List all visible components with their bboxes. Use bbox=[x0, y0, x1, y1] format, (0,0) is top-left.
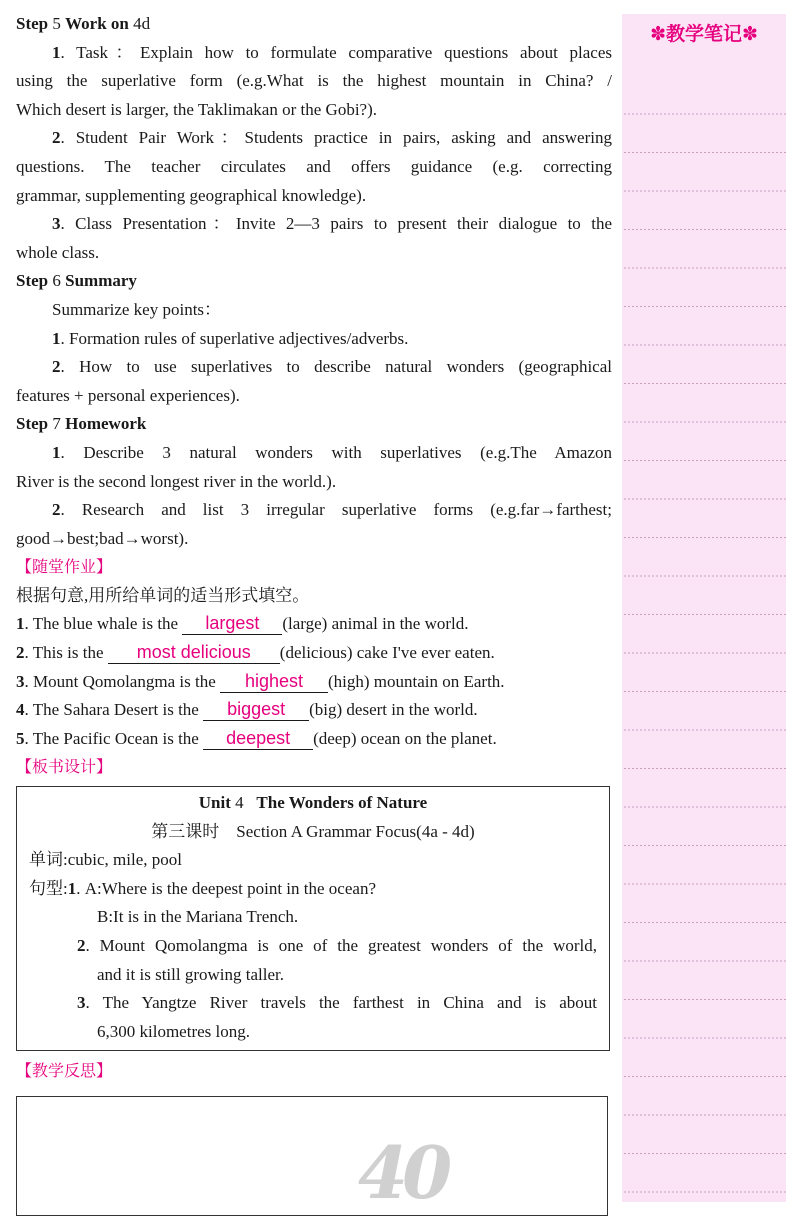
board-sentence-1b: B:It is in the Mariana Trench. bbox=[97, 907, 299, 927]
step6-intro: Summarize key points： bbox=[52, 299, 222, 319]
notes-line-dash-overlay bbox=[622, 76, 786, 1196]
answer-blank[interactable]: highest bbox=[220, 670, 328, 693]
step6-heading: Step 6 Summary bbox=[16, 271, 137, 291]
exercise-item: 5. The Pacific Ocean is the deepest (deep) ocean on the planet. bbox=[16, 727, 497, 748]
step5-item2-line2: questions. The teacher circulates and offers guidance (e.g. correcting bbox=[16, 156, 612, 176]
board-subtitle: 第三课时 Section A Grammar Focus(4a - 4d) bbox=[151, 821, 475, 841]
board-sentence-2-line2: and it is still growing taller. bbox=[97, 964, 284, 984]
answer-blank[interactable]: biggest bbox=[203, 698, 309, 721]
notes-title: ✽教学笔记✽ bbox=[650, 23, 758, 45]
page-number: 40 bbox=[358, 1130, 447, 1215]
step5-item1-line3: Which desert is larger, the Taklimakan or the Gobi?). bbox=[16, 99, 377, 119]
lesson-content bbox=[16, 10, 612, 1216]
reflection-writing-box[interactable] bbox=[16, 1096, 608, 1216]
exercise-instruction: 根据句意,用所给单词的适当形式填空。 bbox=[16, 585, 310, 605]
exercise-item: 1. The blue whale is the largest (large) animal in the world. bbox=[16, 613, 469, 634]
step5-item1-line2: using the superlative form (e.g.What is the highest mountain in China? / bbox=[16, 71, 612, 91]
board-design-box bbox=[16, 786, 610, 1051]
step5-item3-line2: whole class. bbox=[16, 242, 100, 262]
answer-blank[interactable]: largest bbox=[182, 612, 282, 635]
step5-item2-line3: grammar, supplementing geographical knowledge). bbox=[16, 185, 367, 205]
step6-item1: 1. Formation rules of superlative adjectives/adverbs. bbox=[52, 328, 409, 348]
board-sentence-3-line2: 6,300 kilometres long. bbox=[97, 1021, 250, 1041]
exercise-item: 4. The Sahara Desert is the biggest (big) desert in the world. bbox=[16, 699, 478, 720]
board-section-label: 【板书设计】 bbox=[16, 757, 113, 777]
board-sentence-3-line1: 3. The Yangtze River travels the farthest in China and is about bbox=[77, 993, 597, 1013]
exercise-section-label: 【随堂作业】 bbox=[16, 557, 113, 577]
answer-blank[interactable]: deepest bbox=[203, 727, 313, 750]
step7-item1-line1: 1. Describe 3 natural wonders with superlatives (e.g.The Amazon bbox=[52, 442, 612, 462]
step7-item2-line1: 2. Research and list 3 irregular superlative forms (e.g.far→farthest; bbox=[52, 500, 612, 520]
step7-item2-line2: good→best;bad→worst). bbox=[16, 528, 189, 548]
step5-item3-line1: 3. Class Presentation：Invite 2—3 pairs to present their dialogue to the bbox=[52, 214, 612, 234]
step6-item2-line2: features + personal experiences). bbox=[16, 385, 240, 405]
board-title: Unit 4 The Wonders of Nature bbox=[198, 793, 428, 813]
step5-heading: Step 5 Work on 4d bbox=[16, 14, 151, 33]
step6-item2-line1: 2. How to use superlatives to describe natural wonders (geographical bbox=[52, 357, 612, 377]
step7-item1-line2: River is the second longest river in the world.). bbox=[16, 471, 337, 491]
step5-item1-line1: 1. Task：Explain how to formulate comparative questions about places bbox=[52, 42, 612, 62]
board-sentence-2-line1: 2. Mount Qomolangma is one of the greatest wonders of the world, bbox=[77, 936, 597, 955]
step7-heading: Step 7 Homework bbox=[16, 414, 147, 434]
answer-blank[interactable]: most delicious bbox=[108, 641, 280, 664]
board-words: 单词:cubic, mile, pool bbox=[29, 850, 182, 870]
reflection-section-label: 【教学反思】 bbox=[16, 1061, 113, 1081]
board-sentence-1a: 句型:1. A:Where is the deepest point in the ocean? bbox=[29, 878, 376, 898]
exercise-item: 2. This is the most delicious (delicious) cake I've ever eaten. bbox=[16, 642, 495, 663]
teaching-notes-column[interactable] bbox=[622, 14, 786, 1202]
exercise-item: 3. Mount Qomolangma is the highest (high) mountain on Earth. bbox=[16, 670, 505, 691]
step5-item2-line1: 2. Student Pair Work：Students practice in pairs, asking and answering bbox=[52, 128, 612, 148]
